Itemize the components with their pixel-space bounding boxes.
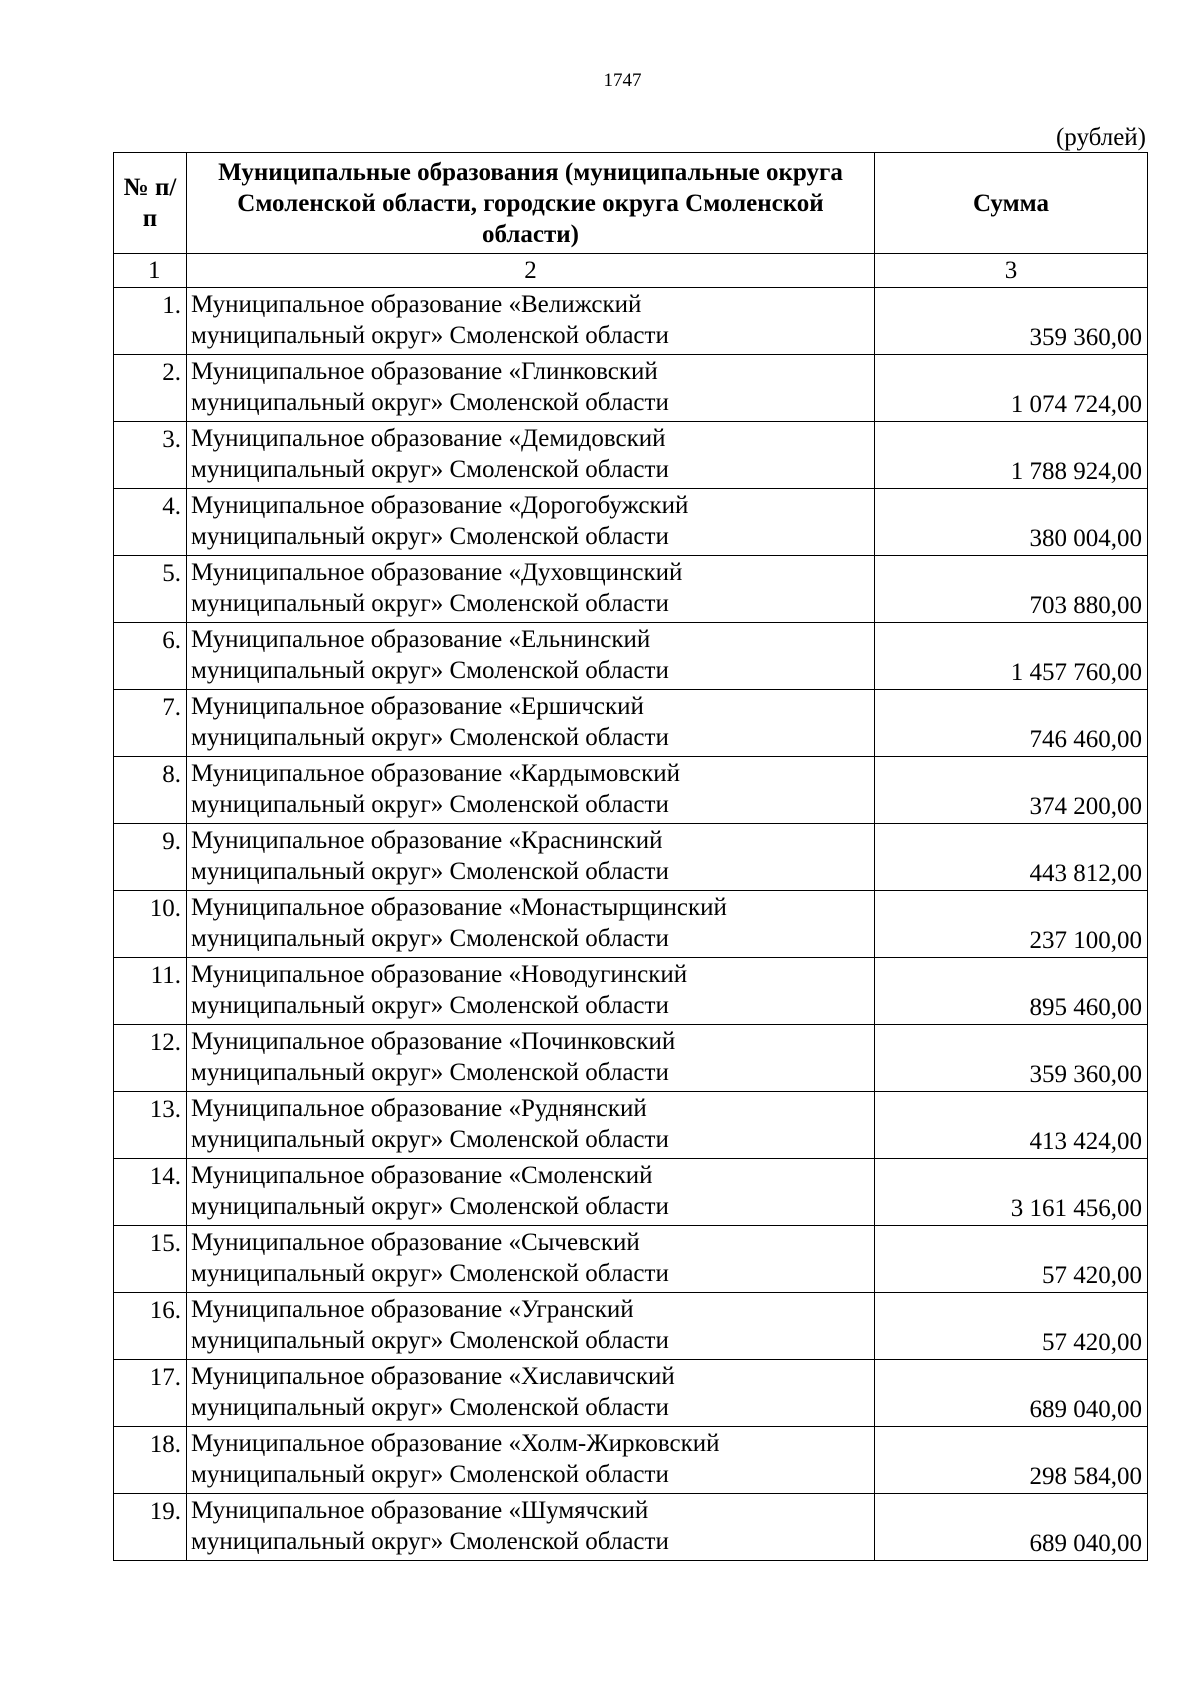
municipality-name-line-1: Муниципальное образование «Сычевский xyxy=(191,1229,640,1256)
row-number: 5. xyxy=(114,556,187,623)
municipality-name-line-1: Муниципальное образование «Новодугинский xyxy=(191,961,688,988)
amount-cell: 1 074 724,00 xyxy=(875,355,1148,422)
table-row xyxy=(114,1159,1148,1226)
municipality-name-line-2: муниципальный округ» Смоленской области xyxy=(191,1528,669,1555)
municipality-name-line-2: муниципальный округ» Смоленской области xyxy=(191,1260,669,1287)
municipality-name-line-1: Муниципальное образование «Угранский xyxy=(191,1296,634,1323)
municipality-name-line-2: муниципальный округ» Смоленской области xyxy=(191,523,669,550)
municipality-name-line-1: Муниципальное образование «Хиславичский xyxy=(191,1363,675,1390)
row-number: 6. xyxy=(114,623,187,690)
amount-cell: 380 004,00 xyxy=(875,489,1148,556)
municipality-name xyxy=(187,757,875,824)
table-row xyxy=(114,422,1148,489)
municipality-name xyxy=(187,489,875,556)
header-number: № п/п xyxy=(114,153,187,254)
table-row xyxy=(114,1092,1148,1159)
amount-cell: 237 100,00 xyxy=(875,891,1148,958)
row-number: 13. xyxy=(114,1092,187,1159)
municipality-name-line-2: муниципальный округ» Смоленской области xyxy=(191,1193,669,1220)
row-number: 9. xyxy=(114,824,187,891)
row-number: 14. xyxy=(114,1159,187,1226)
table-row xyxy=(114,355,1148,422)
amount-cell: 57 420,00 xyxy=(875,1293,1148,1360)
amount-cell: 57 420,00 xyxy=(875,1226,1148,1293)
municipality-name-line-1: Муниципальное образование «Краснинский xyxy=(191,827,663,854)
row-number: 7. xyxy=(114,690,187,757)
row-number: 1. xyxy=(114,288,187,355)
table-row xyxy=(114,288,1148,355)
municipality-name xyxy=(187,1159,875,1226)
row-number: 2. xyxy=(114,355,187,422)
allocation-table xyxy=(113,152,1148,1561)
municipality-name-line-1: Муниципальное образование «Починковский xyxy=(191,1028,676,1055)
table-row xyxy=(114,623,1148,690)
table-row xyxy=(114,1360,1148,1427)
row-number: 18. xyxy=(114,1427,187,1494)
table-row xyxy=(114,1494,1148,1561)
municipality-name xyxy=(187,623,875,690)
municipality-name-line-1: Муниципальное образование «Глинковский xyxy=(191,358,658,385)
amount-cell: 3 161 456,00 xyxy=(875,1159,1148,1226)
table-row xyxy=(114,556,1148,623)
row-number: 15. xyxy=(114,1226,187,1293)
municipality-name xyxy=(187,1427,875,1494)
municipality-name-line-1: Муниципальное образование «Руднянский xyxy=(191,1095,647,1122)
municipality-name-line-2: муниципальный округ» Смоленской области xyxy=(191,858,669,885)
row-number: 12. xyxy=(114,1025,187,1092)
table-row xyxy=(114,891,1148,958)
table-row xyxy=(114,489,1148,556)
table-header-row xyxy=(114,153,1148,254)
municipality-name-line-2: муниципальный округ» Смоленской области xyxy=(191,322,669,349)
page-number: 1747 xyxy=(603,70,642,91)
row-number: 19. xyxy=(114,1494,187,1561)
table-row xyxy=(114,1025,1148,1092)
table-row xyxy=(114,1293,1148,1360)
header-municipality: Муниципальные образования (муниципальные округа Смоленской области, городские округа Смоленской области) xyxy=(187,153,875,254)
column-index-2: 2 xyxy=(187,254,875,288)
municipality-name xyxy=(187,958,875,1025)
amount-cell: 895 460,00 xyxy=(875,958,1148,1025)
municipality-name-line-2: муниципальный округ» Смоленской области xyxy=(191,1327,669,1354)
municipality-name-line-1: Муниципальное образование «Дорогобужский xyxy=(191,492,689,519)
municipality-name xyxy=(187,1360,875,1427)
municipality-name-line-1: Муниципальное образование «Холм-Жирковский xyxy=(191,1430,720,1457)
row-number: 17. xyxy=(114,1360,187,1427)
municipality-name-line-2: муниципальный округ» Смоленской области xyxy=(191,1461,669,1488)
row-number: 3. xyxy=(114,422,187,489)
municipality-name xyxy=(187,891,875,958)
municipality-name-line-2: муниципальный округ» Смоленской области xyxy=(191,590,669,617)
municipality-name-line-2: муниципальный округ» Смоленской области xyxy=(191,992,669,1019)
municipality-name-line-1: Муниципальное образование «Велижский xyxy=(191,291,642,318)
municipality-name xyxy=(187,1494,875,1561)
amount-cell: 689 040,00 xyxy=(875,1494,1148,1561)
amount-cell: 298 584,00 xyxy=(875,1427,1148,1494)
amount-cell: 1 788 924,00 xyxy=(875,422,1148,489)
amount-cell: 374 200,00 xyxy=(875,757,1148,824)
municipality-name-line-1: Муниципальное образование «Монастырщинский xyxy=(191,894,727,921)
table-row xyxy=(114,1226,1148,1293)
header-amount: Сумма xyxy=(875,153,1148,254)
amount-cell: 443 812,00 xyxy=(875,824,1148,891)
amount-cell: 1 457 760,00 xyxy=(875,623,1148,690)
amount-cell: 413 424,00 xyxy=(875,1092,1148,1159)
amount-cell: 689 040,00 xyxy=(875,1360,1148,1427)
municipality-name-line-2: муниципальный округ» Смоленской области xyxy=(191,791,669,818)
table-row xyxy=(114,1427,1148,1494)
municipality-name-line-2: муниципальный округ» Смоленской области xyxy=(191,456,669,483)
municipality-name xyxy=(187,1226,875,1293)
amount-cell: 359 360,00 xyxy=(875,1025,1148,1092)
municipality-name-line-1: Муниципальное образование «Ершичский xyxy=(191,693,644,720)
municipality-name xyxy=(187,824,875,891)
amount-cell: 703 880,00 xyxy=(875,556,1148,623)
column-index-1: 1 xyxy=(114,254,187,288)
municipality-name-line-2: муниципальный округ» Смоленской области xyxy=(191,925,669,952)
table-row xyxy=(114,690,1148,757)
municipality-name-line-1: Муниципальное образование «Шумячский xyxy=(191,1497,649,1524)
row-number: 4. xyxy=(114,489,187,556)
municipality-name-line-2: муниципальный округ» Смоленской области xyxy=(191,1126,669,1153)
municipality-name xyxy=(187,288,875,355)
municipality-name-line-2: муниципальный округ» Смоленской области xyxy=(191,1394,669,1421)
column-index-3: 3 xyxy=(875,254,1148,288)
municipality-name xyxy=(187,1092,875,1159)
unit-label: (рублей) xyxy=(1055,124,1146,151)
municipality-name-line-2: муниципальный округ» Смоленской области xyxy=(191,724,669,751)
row-number: 11. xyxy=(114,958,187,1025)
row-number: 16. xyxy=(114,1293,187,1360)
row-number: 8. xyxy=(114,757,187,824)
row-number: 10. xyxy=(114,891,187,958)
municipality-name-line-1: Муниципальное образование «Ельнинский xyxy=(191,626,651,653)
municipality-name xyxy=(187,355,875,422)
municipality-name-line-2: муниципальный округ» Смоленской области xyxy=(191,1059,669,1086)
municipality-name xyxy=(187,422,875,489)
table-row xyxy=(114,824,1148,891)
municipality-name-line-1: Муниципальное образование «Кардымовский xyxy=(191,760,681,787)
table-row xyxy=(114,958,1148,1025)
municipality-name xyxy=(187,690,875,757)
municipality-name-line-1: Муниципальное образование «Демидовский xyxy=(191,425,666,452)
column-index-row xyxy=(114,254,1148,288)
amount-cell: 746 460,00 xyxy=(875,690,1148,757)
municipality-name-line-1: Муниципальное образование «Смоленский xyxy=(191,1162,653,1189)
municipality-name xyxy=(187,1293,875,1360)
table-body xyxy=(114,288,1148,1561)
municipality-name-line-1: Муниципальное образование «Духовщинский xyxy=(191,559,683,586)
table-row xyxy=(114,757,1148,824)
municipality-name-line-2: муниципальный округ» Смоленской области xyxy=(191,657,669,684)
municipality-name xyxy=(187,556,875,623)
municipality-name xyxy=(187,1025,875,1092)
amount-cell: 359 360,00 xyxy=(875,288,1148,355)
municipality-name-line-2: муниципальный округ» Смоленской области xyxy=(191,389,669,416)
